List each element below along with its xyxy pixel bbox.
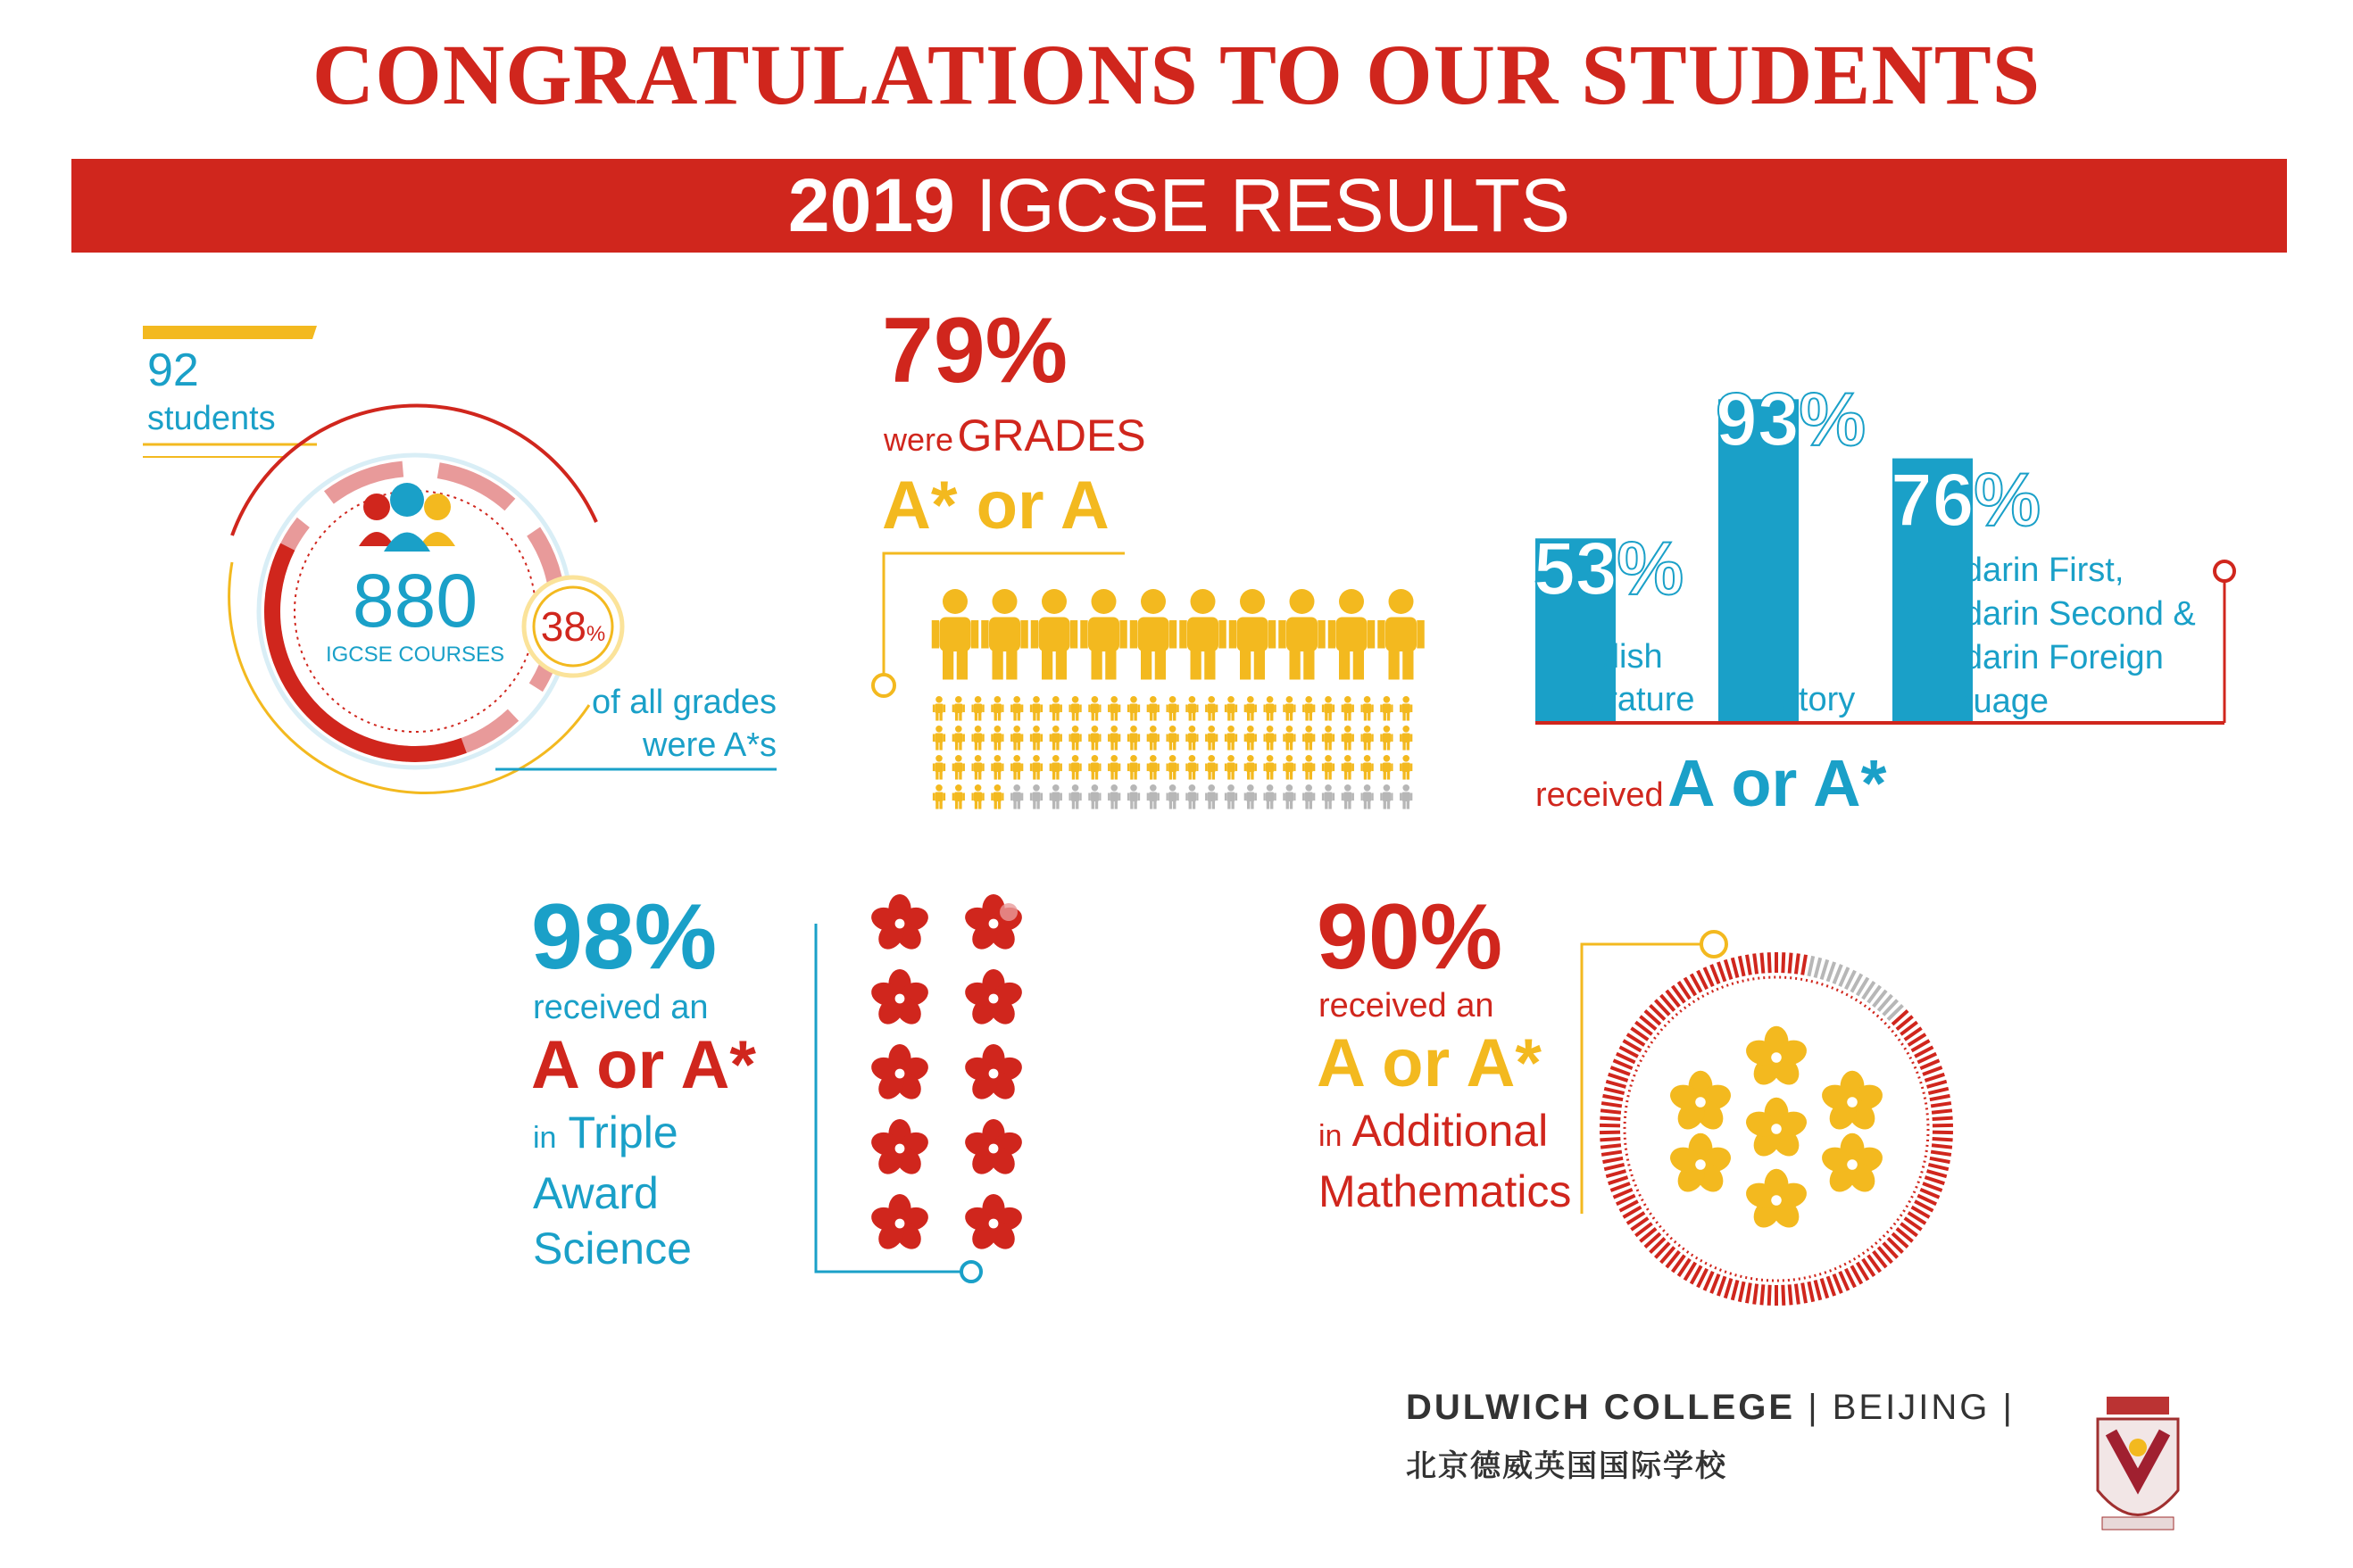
ring-tick <box>1610 1183 1630 1191</box>
small-person-icon <box>991 755 1003 780</box>
small-person-icon <box>1030 726 1043 751</box>
small-person-icon <box>1205 726 1218 751</box>
maths-flower-icon <box>1818 1071 1885 1135</box>
ring-tick <box>1740 1282 1744 1301</box>
maths-flower-icon <box>1667 1071 1734 1135</box>
ring-tick <box>1923 1067 1942 1074</box>
large-person-icon <box>1179 589 1226 680</box>
small-person-icon <box>1108 696 1120 721</box>
small-person-icon <box>1147 696 1160 721</box>
small-person-icon <box>1108 755 1120 780</box>
small-person-icon <box>1360 696 1373 721</box>
small-person-icon <box>1088 755 1101 780</box>
history-label: History <box>1750 681 1856 718</box>
small-person-icon <box>1185 726 1198 751</box>
ring-tick <box>1609 1177 1628 1183</box>
students-count: 92 <box>147 344 199 396</box>
banner-text: IGCSE RESULTS <box>976 163 1571 247</box>
ring-tick <box>1718 962 1725 982</box>
small-person-icon <box>1400 784 1412 809</box>
science-received: received an <box>533 989 709 1026</box>
ring-tick <box>1604 1089 1624 1093</box>
small-person-icon <box>1263 726 1276 751</box>
ring-tick <box>1610 1067 1630 1074</box>
small-person-icon <box>1050 726 1062 751</box>
students-label: students <box>147 400 276 437</box>
ring-tick <box>1833 1274 1841 1293</box>
small-person-icon <box>1205 696 1218 721</box>
small-person-icon <box>971 784 984 809</box>
ring-tick <box>1600 1118 1620 1119</box>
science-flower-icon <box>869 1044 932 1104</box>
courses-count: 880 <box>352 559 478 643</box>
small-person-icon <box>1010 784 1023 809</box>
small-person-icon <box>1147 784 1160 809</box>
large-person-icon <box>1278 589 1326 680</box>
small-person-icon <box>933 726 945 751</box>
ring-tick <box>1828 962 1835 982</box>
ring-tick <box>1822 1279 1828 1298</box>
large-person-icon <box>1031 589 1078 680</box>
small-person-icon <box>1068 784 1081 809</box>
maths-subject: in Additional Mathematics <box>1318 1106 1572 1216</box>
ring-tick <box>1609 1074 1628 1081</box>
science-flower-icon <box>962 1194 1026 1254</box>
small-person-icon <box>1283 755 1295 780</box>
subjects-caption: received A or A* <box>1535 746 1887 820</box>
ring-tick <box>1927 1082 1947 1087</box>
maths-flower-icon <box>1742 1169 1809 1233</box>
maths-percent: 90% <box>1317 885 1503 989</box>
small-person-icon <box>952 696 965 721</box>
small-person-icon <box>1185 696 1198 721</box>
small-person-icon <box>1302 784 1315 809</box>
small-person-icon <box>1068 696 1081 721</box>
small-person-icon <box>1127 726 1140 751</box>
ring-tick <box>1927 1171 1947 1176</box>
small-person-icon <box>1360 784 1373 809</box>
small-person-icon <box>1166 784 1178 809</box>
small-person-icon <box>1302 696 1315 721</box>
maths-flower-icon <box>1667 1133 1734 1198</box>
small-person-icon <box>933 696 945 721</box>
outer-arc <box>232 405 596 535</box>
ring-tick <box>1747 955 1750 975</box>
science-grade-text: A or A* <box>531 1027 756 1103</box>
ring-tick <box>1931 1152 1951 1155</box>
astar-percent: 38% <box>540 603 606 650</box>
ring-tick <box>1603 1158 1624 1162</box>
ring-tick <box>1711 965 1718 983</box>
small-person-icon <box>1283 726 1295 751</box>
small-person-icon <box>1127 784 1140 809</box>
small-person-icon <box>1263 755 1276 780</box>
ring-tick <box>1796 1284 1799 1305</box>
small-person-icon <box>1400 726 1412 751</box>
ring-tick <box>1802 955 1806 975</box>
small-person-icon <box>1225 696 1237 721</box>
mandarin-label: Mandarin First, Mandarin Second & Mandarin Foreign Language <box>1898 552 2196 720</box>
small-person-icon <box>1360 726 1373 751</box>
small-person-icon <box>1244 726 1257 751</box>
small-person-icon <box>1127 755 1140 780</box>
small-person-icon <box>952 755 965 780</box>
ring-tick <box>1769 1285 1770 1306</box>
small-person-icon <box>1225 755 1237 780</box>
ring-tick <box>1802 1283 1806 1304</box>
ring-tick <box>1930 1096 1950 1099</box>
page-title: CONGRATULATIONS TO OUR STUDENTS <box>312 27 2041 122</box>
astar-caption: of all grades were A*s <box>591 684 777 764</box>
ring-tick <box>1761 1284 1763 1305</box>
ring-tick <box>1808 1282 1813 1301</box>
small-person-icon <box>991 726 1003 751</box>
science-flower-icon <box>869 894 932 954</box>
small-person-icon <box>1185 784 1198 809</box>
banner-year: 2019 <box>787 163 955 247</box>
ring-tick <box>1601 1152 1622 1155</box>
ring-tick <box>1822 959 1828 979</box>
small-person-icon <box>1400 755 1412 780</box>
small-person-icon <box>1302 755 1315 780</box>
history-percent: 93% <box>1716 377 1867 461</box>
small-person-icon <box>1283 696 1295 721</box>
large-person-icon <box>1130 589 1177 680</box>
ring-tick <box>1808 956 1813 975</box>
science-flower-icon <box>869 1119 932 1179</box>
small-person-icon <box>933 755 945 780</box>
footer-chinese-name: 北京德威英国国际学校 <box>1406 1449 1727 1483</box>
ring-tick <box>1604 1165 1624 1169</box>
small-person-icon <box>1225 726 1237 751</box>
small-person-icon <box>1380 726 1393 751</box>
small-person-icon <box>1342 696 1354 721</box>
small-person-icon <box>1205 784 1218 809</box>
ring-tick <box>1932 1145 1952 1147</box>
small-person-icon <box>1010 755 1023 780</box>
small-person-icon <box>1360 755 1373 780</box>
ring-tick <box>1925 1177 1944 1183</box>
small-person-icon <box>1010 726 1023 751</box>
small-person-icon <box>1380 755 1393 780</box>
science-percent: 98% <box>531 885 718 989</box>
small-person-icon <box>1185 755 1198 780</box>
ring-tick <box>1928 1089 1948 1093</box>
small-person-icon <box>1030 755 1043 780</box>
ring-tick <box>1600 1139 1620 1140</box>
small-person-icon <box>952 726 965 751</box>
small-person-icon <box>1068 755 1081 780</box>
small-person-icon <box>1050 784 1062 809</box>
mandarin-percent: 76% <box>1891 458 2041 542</box>
small-person-icon <box>933 784 945 809</box>
small-person-icon <box>1302 726 1315 751</box>
small-person-icon <box>1147 726 1160 751</box>
small-person-icon <box>1088 696 1101 721</box>
grades-caption: were GRADES <box>884 411 1146 460</box>
large-person-icon <box>932 589 979 680</box>
small-person-icon <box>1380 696 1393 721</box>
science-flower-icon <box>869 1194 932 1254</box>
small-person-icon <box>1166 696 1178 721</box>
science-flower-pictogram <box>866 892 1044 1267</box>
ring-tick <box>1928 1165 1948 1169</box>
small-person-icon <box>1342 726 1354 751</box>
small-person-icon <box>971 755 984 780</box>
small-person-icon <box>1166 726 1178 751</box>
ring-tick <box>1725 959 1732 979</box>
maths-ring-chart <box>1598 950 1955 1307</box>
ring-tick <box>1725 1279 1732 1298</box>
subject-labels <box>1517 366 2276 741</box>
ring-tick <box>1740 956 1744 975</box>
ring-tick <box>1733 958 1738 977</box>
maths-flower-icon <box>1818 1133 1885 1198</box>
large-person-icon <box>1328 589 1376 680</box>
ring-tick <box>1769 952 1770 973</box>
small-person-icon <box>1147 755 1160 780</box>
ring-tick <box>1711 1274 1718 1293</box>
ring-tick <box>1601 1110 1621 1112</box>
ring-tick <box>1601 1103 1622 1106</box>
ring-tick <box>1796 954 1799 975</box>
small-person-icon <box>1050 696 1062 721</box>
ring-tick <box>1733 1281 1738 1300</box>
science-flower-icon <box>869 969 932 1029</box>
results-banner <box>71 159 2287 253</box>
ring-tick <box>1601 1145 1621 1147</box>
ring-tick <box>1790 953 1792 974</box>
science-flower-icon <box>962 1044 1026 1104</box>
ring-tick <box>1816 1281 1821 1300</box>
small-person-icon <box>971 726 984 751</box>
grades-percent: 79% <box>882 299 1068 402</box>
people-pictogram <box>928 589 1428 812</box>
ring-tick <box>1933 1139 1953 1140</box>
english-label: English Literature <box>1551 638 1695 718</box>
english-percent: 53% <box>1534 527 1684 610</box>
small-person-icon <box>1380 784 1393 809</box>
small-person-icon <box>991 696 1003 721</box>
ring-tick <box>1606 1082 1625 1087</box>
ring-tick <box>1606 1171 1625 1176</box>
small-person-icon <box>1322 726 1334 751</box>
ring-tick <box>1761 953 1763 974</box>
ring-tick <box>1603 1096 1624 1099</box>
courses-label: IGCSE COURSES <box>325 643 505 667</box>
large-person-icon <box>1229 589 1276 680</box>
ring-tick <box>1790 1284 1792 1305</box>
small-person-icon <box>952 784 965 809</box>
small-person-icon <box>1322 696 1334 721</box>
ring-tick <box>1925 1074 1944 1081</box>
maths-grade-text: A or A* <box>1317 1025 1542 1101</box>
ring-tick <box>1923 1183 1942 1191</box>
large-person-icon <box>1080 589 1127 680</box>
large-person-icon <box>1377 589 1425 680</box>
small-person-icon <box>1030 784 1043 809</box>
footer-college: DULWICH COLLEGE | BEIJING | <box>1406 1388 2015 1427</box>
small-person-icon <box>1244 696 1257 721</box>
ring-tick <box>1833 965 1841 983</box>
small-person-icon <box>1205 755 1218 780</box>
small-person-icon <box>1244 755 1257 780</box>
small-person-icon <box>1108 784 1120 809</box>
small-person-icon <box>1263 696 1276 721</box>
small-person-icon <box>1166 755 1178 780</box>
small-person-icon <box>1127 696 1140 721</box>
ring-tick <box>1747 1283 1750 1304</box>
science-unfilled-part <box>1000 903 1018 921</box>
small-person-icon <box>1050 755 1062 780</box>
small-person-icon <box>1283 784 1295 809</box>
small-person-icon <box>1068 726 1081 751</box>
ring-tick <box>1828 1276 1835 1296</box>
ring-tick <box>1754 954 1757 975</box>
small-person-icon <box>1400 696 1412 721</box>
grades-grade-text: A* or A <box>882 468 1110 543</box>
maths-flower-icon <box>1742 1026 1809 1091</box>
small-person-icon <box>971 696 984 721</box>
science-flower-icon <box>962 894 1026 954</box>
ring-tick <box>1933 1118 1953 1119</box>
small-person-icon <box>991 784 1003 809</box>
ring-tick <box>1718 1276 1725 1296</box>
small-person-icon <box>1088 784 1101 809</box>
science-subject: in Triple Award Science <box>533 1108 692 1273</box>
maths-received: received an <box>1318 987 1494 1025</box>
small-person-icon <box>1225 784 1237 809</box>
small-person-icon <box>1263 784 1276 809</box>
school-crest-logo <box>2089 1383 2187 1544</box>
small-person-icon <box>1342 755 1354 780</box>
ring-tick <box>1931 1103 1951 1106</box>
ring-tick <box>1930 1158 1950 1162</box>
science-flower-icon <box>962 969 1026 1029</box>
small-person-icon <box>1030 696 1043 721</box>
small-person-icon <box>1010 696 1023 721</box>
ring-tick <box>1754 1284 1757 1305</box>
maths-flower-icon <box>1742 1098 1809 1162</box>
yellow-accent-bar <box>143 326 317 339</box>
small-person-icon <box>1108 726 1120 751</box>
small-person-icon <box>1088 726 1101 751</box>
small-person-icon <box>1342 784 1354 809</box>
ring-tick <box>1932 1110 1952 1112</box>
large-person-icon <box>981 589 1028 680</box>
small-person-icon <box>1322 755 1334 780</box>
small-person-icon <box>1244 784 1257 809</box>
science-flower-icon <box>962 1119 1026 1179</box>
ring-tick <box>1816 958 1821 977</box>
small-person-icon <box>1322 784 1334 809</box>
